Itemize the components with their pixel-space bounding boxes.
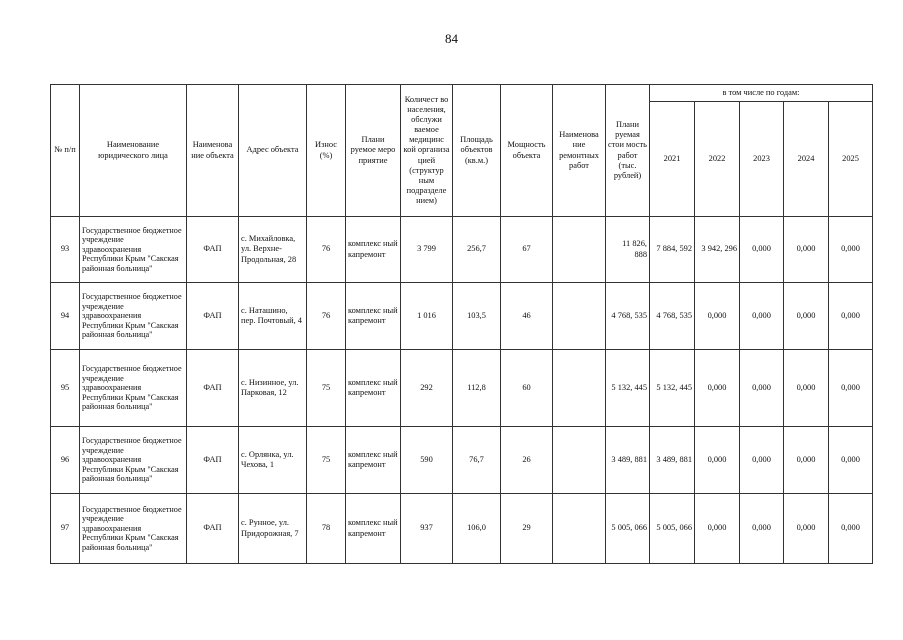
- header-year-2022: 2022: [695, 102, 740, 217]
- cell-2023: 0,000: [740, 217, 784, 283]
- cell-address: с. Орлянка, ул. Чехова, 1: [239, 427, 307, 494]
- cell-org: Государственное бюджетное учреждение здравоохранения Республики Крым "Сакская районная больница": [80, 350, 187, 427]
- cell-capacity: 60: [501, 350, 553, 427]
- cell-address: с. Наташино, пер. Почтовый, 4: [239, 283, 307, 350]
- cell-2022: 0,000: [695, 283, 740, 350]
- cell-org: Государственное бюджетное учреждение здравоохранения Республики Крым "Сакская районная больница": [80, 494, 187, 564]
- cell-2025: 0,000: [829, 217, 873, 283]
- cell-measure: комплекс ный капремонт: [346, 350, 401, 427]
- header-org: Наименование юридического лица: [80, 85, 187, 217]
- cell-num: 96: [51, 427, 80, 494]
- cell-capacity: 29: [501, 494, 553, 564]
- header-year-2024: 2024: [784, 102, 829, 217]
- cell-works: [553, 427, 606, 494]
- cell-org: Государственное бюджетное учреждение здравоохранения Республики Крым "Сакская районная больница": [80, 427, 187, 494]
- cell-area: 256,7: [453, 217, 501, 283]
- header-capacity: Мощность объекта: [501, 85, 553, 217]
- cell-capacity: 26: [501, 427, 553, 494]
- cell-measure: комплекс ный капремонт: [346, 427, 401, 494]
- cell-wear: 75: [307, 350, 346, 427]
- cell-measure: комплекс ный капремонт: [346, 283, 401, 350]
- table-row: [51, 350, 873, 427]
- cell-area: 112,8: [453, 350, 501, 427]
- cell-2022: 0,000: [695, 494, 740, 564]
- cell-works: [553, 217, 606, 283]
- cell-2024: 0,000: [784, 494, 829, 564]
- cell-area: 106,0: [453, 494, 501, 564]
- cell-works: [553, 350, 606, 427]
- cell-org: Государственное бюджетное учреждение здравоохранения Республики Крым "Сакская районная больница": [80, 283, 187, 350]
- cell-population: 937: [401, 494, 453, 564]
- cell-cost: 11 826, 888: [606, 217, 650, 283]
- cell-2021: 7 884, 592: [650, 217, 695, 283]
- repair-plan-table: [50, 84, 873, 564]
- cell-works: [553, 283, 606, 350]
- cell-measure: комплекс ный капремонт: [346, 494, 401, 564]
- cell-2025: 0,000: [829, 350, 873, 427]
- cell-2023: 0,000: [740, 427, 784, 494]
- cell-object-name: ФАП: [187, 350, 239, 427]
- cell-2025: 0,000: [829, 427, 873, 494]
- cell-population: 590: [401, 427, 453, 494]
- cell-cost: 5 005, 066: [606, 494, 650, 564]
- cell-2023: 0,000: [740, 283, 784, 350]
- cell-cost: 3 489, 881: [606, 427, 650, 494]
- cell-2024: 0,000: [784, 217, 829, 283]
- cell-population: 1 016: [401, 283, 453, 350]
- table-row: [51, 427, 873, 494]
- cell-cost: 5 132, 445: [606, 350, 650, 427]
- header-works: Наименова ние ремонтных работ: [553, 85, 606, 217]
- cell-2023: 0,000: [740, 350, 784, 427]
- cell-wear: 76: [307, 283, 346, 350]
- header-address: Адрес объекта: [239, 85, 307, 217]
- header-by-years: в том числе по годам:: [650, 85, 873, 102]
- header-cost: Плани руемая стои мость работ (тыс. рублей): [606, 85, 650, 217]
- cell-2021: 4 768, 535: [650, 283, 695, 350]
- cell-address: с. Низинное, ул. Парковая, 12: [239, 350, 307, 427]
- cell-object-name: ФАП: [187, 217, 239, 283]
- cell-num: 97: [51, 494, 80, 564]
- cell-2021: 5 132, 445: [650, 350, 695, 427]
- header-year-2021: 2021: [650, 102, 695, 217]
- page-number: 84: [445, 31, 458, 46]
- header-object-name: Наименова ние объекта: [187, 85, 239, 217]
- cell-2021: 3 489, 881: [650, 427, 695, 494]
- cell-population: 292: [401, 350, 453, 427]
- cell-num: 95: [51, 350, 80, 427]
- cell-area: 103,5: [453, 283, 501, 350]
- cell-2022: 0,000: [695, 350, 740, 427]
- cell-object-name: ФАП: [187, 283, 239, 350]
- header-area: Площадь объектов (кв.м.): [453, 85, 501, 217]
- cell-works: [553, 494, 606, 564]
- cell-2025: 0,000: [829, 283, 873, 350]
- cell-address: с. Михайловка, ул. Верхне- Продольная, 28: [239, 217, 307, 283]
- cell-num: 94: [51, 283, 80, 350]
- cell-capacity: 46: [501, 283, 553, 350]
- cell-2022: 0,000: [695, 427, 740, 494]
- cell-2025: 0,000: [829, 494, 873, 564]
- table-row: [51, 494, 873, 564]
- cell-cost: 4 768, 535: [606, 283, 650, 350]
- cell-num: 93: [51, 217, 80, 283]
- header-year-2025: 2025: [829, 102, 873, 217]
- cell-2021: 5 005, 066: [650, 494, 695, 564]
- header-wear: Износ (%): [307, 85, 346, 217]
- table-row: [51, 283, 873, 350]
- cell-wear: 78: [307, 494, 346, 564]
- cell-org: Государственное бюджетное учреждение здравоохранения Республики Крым "Сакская районная больница": [80, 217, 187, 283]
- cell-population: 3 799: [401, 217, 453, 283]
- cell-wear: 75: [307, 427, 346, 494]
- header-measure: Плани руемое меро приятие: [346, 85, 401, 217]
- header-num: № п/п: [51, 85, 80, 217]
- cell-2024: 0,000: [784, 427, 829, 494]
- cell-2024: 0,000: [784, 350, 829, 427]
- cell-object-name: ФАП: [187, 494, 239, 564]
- header-population: Количест во населения, обслужи ваемое медицинс кой организа цией (структур ным подразделе нием): [401, 85, 453, 217]
- cell-object-name: ФАП: [187, 427, 239, 494]
- cell-measure: комплекс ный капремонт: [346, 217, 401, 283]
- cell-2024: 0,000: [784, 283, 829, 350]
- cell-capacity: 67: [501, 217, 553, 283]
- cell-wear: 76: [307, 217, 346, 283]
- header-year-2023: 2023: [740, 102, 784, 217]
- cell-area: 76,7: [453, 427, 501, 494]
- cell-2023: 0,000: [740, 494, 784, 564]
- cell-2022: 3 942, 296: [695, 217, 740, 283]
- table-row: [51, 217, 873, 283]
- cell-address: с. Рунное, ул. Придорожная, 7: [239, 494, 307, 564]
